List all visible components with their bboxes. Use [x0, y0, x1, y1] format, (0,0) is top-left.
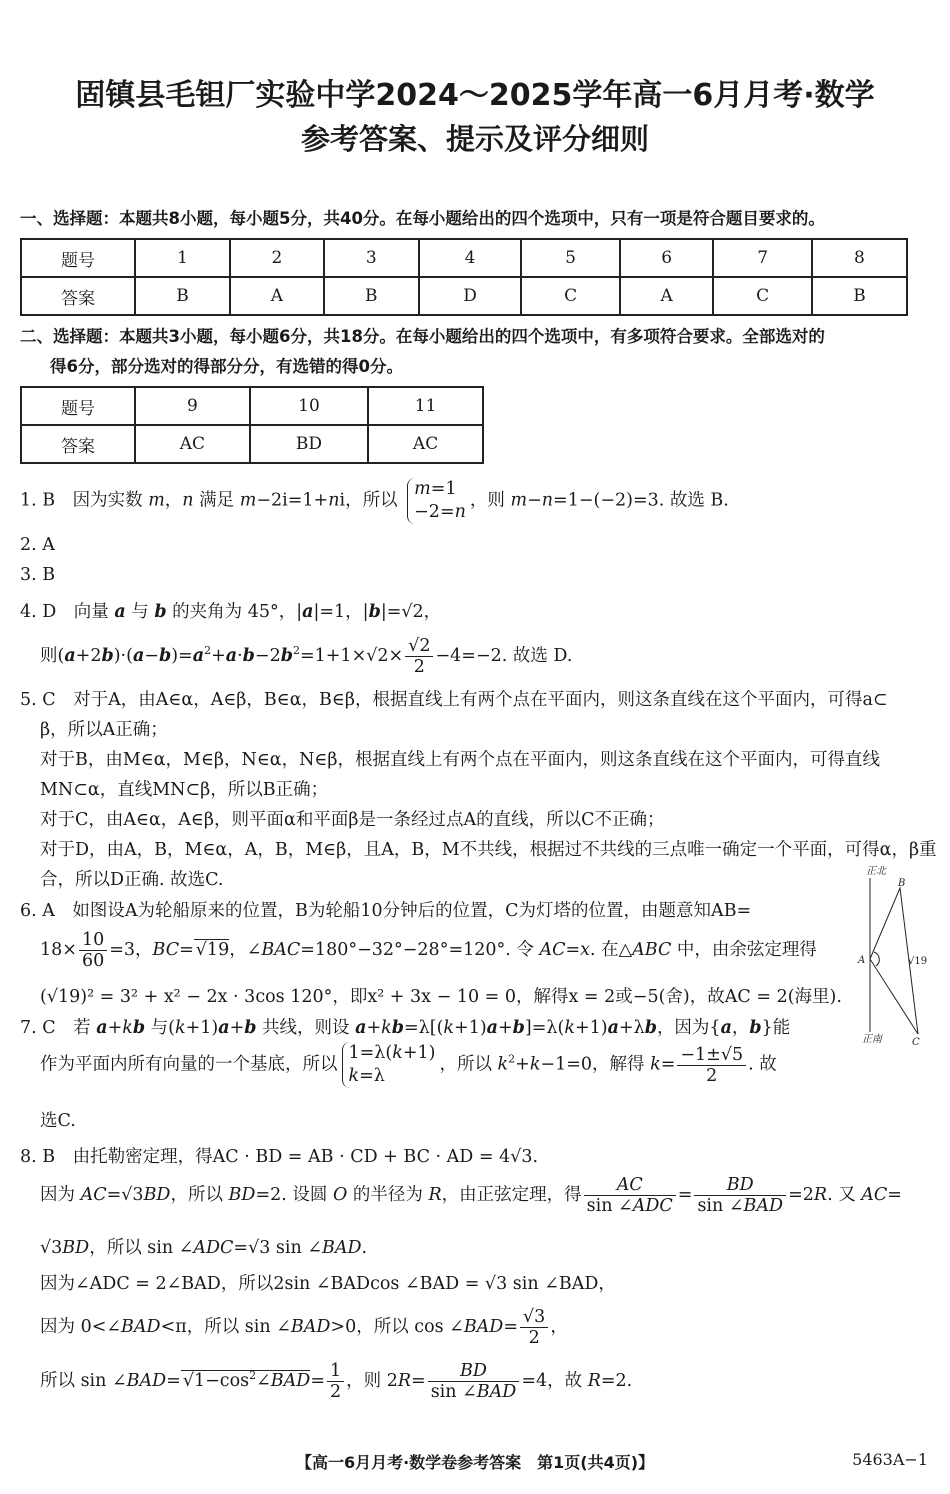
section2-heading: 二、选择题：本题共3小题，每小题6分，共18分。在每小题给出的四个选项中，有多项符合要求。全部选对的	[20, 327, 825, 346]
solution-5-text: 对于D，由A，B，M∈α，A，B，M∈β，且A，B，M不共线，根据过不共线的三点唯一确定一个平面，可得α，β重	[40, 840, 937, 860]
south-label: 正南	[862, 1034, 882, 1045]
doc-title: 固镇县毛钽厂实验中学2024～2025学年高一6月月考·数学	[75, 78, 875, 113]
number-cell: 9	[135, 387, 250, 425]
number-cell: 8	[812, 239, 907, 277]
number-cell: 1	[135, 239, 230, 277]
number-cell: 2	[230, 239, 324, 277]
number-cell: 4	[419, 239, 522, 277]
page-footer: 【高一6月月考·数学卷参考答案 第1页(共4页)】	[295, 1453, 655, 1472]
section1-heading: 一、选择题：本题共8小题，每小题5分，共40分。在每小题给出的四个选项中，只有一项是符合题目要求的。	[20, 209, 825, 228]
solution-3: 3. B	[20, 565, 56, 585]
number-cell: 11	[368, 387, 483, 425]
point-b-label: B	[898, 878, 906, 889]
answer-cell: AC	[368, 425, 483, 463]
solution-7-text: 选C.	[40, 1111, 76, 1131]
solution-6: 6. A 如图设A为轮船原来的位置，B为轮船10分钟后的位置，C为灯塔的位置，由题意知AB=	[20, 901, 752, 921]
solution-5-text: β，所以A正确；	[40, 720, 168, 740]
table-row	[21, 387, 483, 425]
solution-5: 5. C 对于A，由A∈α，A∈β，B∈α，B∈β，根据直线上有两个点在平面内，则这条直线在这个平面内，可得a⊂	[20, 690, 888, 710]
solution-5-text: 对于B，由M∈α，M∈β，N∈α，N∈β，根据直线上有两个点在平面内，则这条直线在这个平面内，可得直线	[40, 750, 881, 770]
table-row	[21, 425, 483, 463]
table-row	[21, 239, 907, 277]
header-cell: 答案	[21, 277, 135, 315]
solution-8-calc: 因为 0<∠BAD<π，所以 sin ∠BAD>0，所以 cos ∠BAD= $\frac{√3}{2}$ ，	[40, 1307, 568, 1348]
solution-4: 4. D 向量 a 与 b 的夹角为 45°，|a|=1，|b|=√2，	[20, 602, 442, 622]
answer-cell: C	[521, 277, 619, 315]
solution-6-text: (√19)² = 3² + x² − 2x · 3cos 120°，即x² + 3x − 10 = 0，解得x = 2或−5(舍)，故AC = 2(海里).	[40, 987, 842, 1007]
number-cell: 3	[324, 239, 419, 277]
solution-5-text: 合，所以D正确. 故选C.	[40, 870, 224, 890]
answer-cell: C	[713, 277, 811, 315]
solution-8-calc: 因为 AC=√3BD，所以 BD=2. 设圆 O 的半径为 R，由正弦定理，得 $\frac{AC}{\text{sin ∠ADC}}$ = $\frac{BD}{\text{sin ∠BAD}}$ =2R. 又 AC=	[40, 1175, 902, 1216]
point-c-label: C	[912, 1037, 920, 1047]
answer-cell: B	[135, 277, 230, 315]
solution-5-text: MN⊂α，直线MN⊂β，所以B正确；	[40, 780, 329, 800]
number-cell: 7	[713, 239, 811, 277]
side-label: √19	[908, 956, 928, 967]
answer-cell: A	[620, 277, 714, 315]
header-cell: 答案	[21, 425, 135, 463]
answer-cell: D	[419, 277, 522, 315]
answer-cell: BD	[250, 425, 368, 463]
answer-cell: AC	[135, 425, 250, 463]
number-cell: 5	[521, 239, 619, 277]
navigation-figure	[848, 862, 938, 1047]
solution-6-calc: 18× $\frac{10}{60}$ =3，BC= √19，∠BAC=180°−32°−28°=120°. 令 AC=x. 在△ABC 中，由余弦定理得	[40, 930, 817, 971]
doc-subtitle: 参考答案、提示及评分细则	[300, 122, 649, 156]
solution-1: 1. B 因为实数 m，n 满足 m−2i=1+ni，所以 m=1 −2=n，则 m−n=1−(−2)=3. 故选 B.	[20, 479, 729, 522]
doc-code: 5463A−1	[852, 1450, 928, 1469]
solution-2: 2. A	[20, 535, 55, 555]
north-label: 正北	[866, 866, 886, 877]
solution-8-calc: 所以 sin ∠BAD= $√1-\cos^2\angle BAD=$ $\frac{1}{2}$ ，则 2R= $\frac{BD}{\text{sin ∠BAD}}$ =4，故 R=2.	[40, 1361, 633, 1402]
solution-8-calc: √3BD，所以 sin ∠ADC=√3 sin ∠BAD.	[40, 1238, 368, 1258]
solution-7: 7. C 若 a+kb 与(k+1)a+b 共线，则设 a+kb=λ[(k+1)a+b]=λ(k+1)a+λb，因为{a，b}能	[20, 1018, 791, 1038]
number-cell: 10	[250, 387, 368, 425]
answer-cell: B	[812, 277, 907, 315]
solution-7-calc: 作为平面内所有向量的一个基底，所以1=λ(k+1) k=λ，所以 $k^2+k-1=0$，解得 k= $\frac{-1\pm√5}{2}$ . 故	[40, 1043, 777, 1086]
table-row	[21, 277, 907, 315]
point-a-label: A	[858, 955, 866, 966]
answer-cell: A	[230, 277, 324, 315]
solution-5-text: 对于C，由A∈α，A∈β，则平面α和平面β是一条经过点A的直线，所以C不正确；	[40, 810, 665, 830]
solution-8: 8. B 由托勒密定理，得AC · BD = AB · CD + BC · AD = 4√3.	[20, 1147, 539, 1167]
section2-heading-cont: 得6分，部分选对的得部分分，有选错的得0分。	[50, 357, 403, 376]
answer-cell: B	[324, 277, 419, 315]
solution-8-text: 因为∠ADC = 2∠BAD，所以2sin ∠BADcos ∠BAD = √3 sin ∠BAD，	[40, 1274, 616, 1294]
header-cell: 题号	[21, 239, 135, 277]
answer-table-2	[20, 386, 484, 464]
answer-table-1	[20, 238, 908, 316]
header-cell: 题号	[21, 387, 135, 425]
solution-4-calc: 则$(a+2b)\cdot(a-b)=a^2+a\cdot b-2b^2=1+1\times√2\times$ $\frac{√2}{2}$ −4=−2. 故选 D.	[40, 636, 573, 677]
number-cell: 6	[620, 239, 714, 277]
